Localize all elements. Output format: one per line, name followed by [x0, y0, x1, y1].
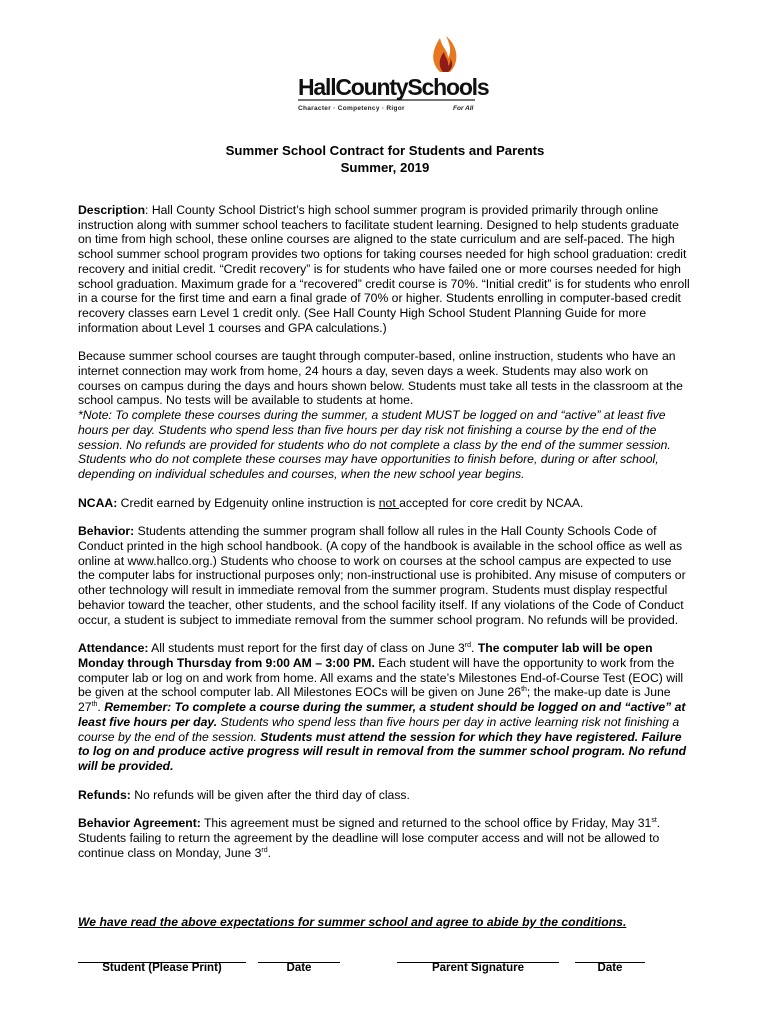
agreement-statement: We have read the above expectations for summer school and agree to abide by the conditions.	[78, 915, 627, 929]
agreement-paragraph	[78, 816, 690, 860]
attendance-text-4: ; the make-up date is June 27	[78, 685, 671, 715]
description-paragraph	[78, 203, 690, 335]
school-logo	[290, 14, 489, 112]
attendance-warning: Students must attend the session for which they have registered. Failure to log on and produce active progress will result in removal from the summer school program. No refund will be provided.	[78, 729, 687, 773]
ncaa-label: NCAA:	[78, 495, 118, 510]
student-signature-label: Student (Please Print)	[102, 962, 222, 974]
logo-tagline: Character · Competency · Rigor	[298, 105, 405, 112]
description-label: Description	[78, 203, 146, 217]
attendance-sup-3: th	[91, 701, 98, 709]
parent-date-label: Date	[597, 962, 623, 974]
refunds-label: Refunds:	[78, 787, 131, 802]
ncaa-text-before: Credit earned by Edgenuity online instruction is	[117, 495, 379, 510]
online-note: *Note: To complete these courses during the summer, a student MUST be logged on and “active” at least five hours per day. Students who spend less than five hours per day risk not finishing a course by the end of the session. No refunds are provided for students who do not complete a class by the end of the summer session. Students who do not complete these courses may have opportunities to finish before, during or after school, depending on individual schedules and courses, when the new school year begins.	[78, 408, 671, 481]
agreement-label: Behavior Agreement:	[78, 816, 201, 831]
attendance-paragraph	[78, 641, 690, 773]
logo-wordmark: HallCountySchools	[298, 74, 489, 100]
contract-body	[78, 203, 690, 874]
refunds-text: No refunds will be given after the third day of class.	[130, 787, 410, 802]
behavior-text: Students attending the summer program shall follow all rules in the Hall County Schools Code of Conduct printed in the high school handbook. (A copy of the handbook is available in the school office as well as online at www.hallco.org.) Students who choose to work on courses at the school campus are expected to use the computer labs for instructional purposes only; non-instructional use is prohibited. Any misuse of computers or other technology will result in immediate removal from the summer program. Students must display respectful behavior toward the teacher, other students, and the school facility itself. If any violations of the Code of Conduct occur, a student is subject to immediate removal from the summer school program. No refunds will be provided.	[78, 524, 686, 627]
document-title: Summer School Contract for Students and Parents	[225, 143, 545, 158]
agreement-text-2: . Students failing to return the agreement by the deadline will lose computer access and will not be allowed to continue class on Monday, June 3	[78, 816, 661, 860]
attendance-remember: Remember: To complete a course during the summer, a student should be logged on and “active” at least five hours per day.	[78, 700, 686, 729]
agreement-sup-1: st	[651, 817, 657, 825]
document-subtitle: Summer, 2019	[340, 160, 430, 175]
refunds-paragraph	[78, 788, 690, 803]
logo-tagline-right: For All	[453, 105, 474, 112]
description-text: : Hall County School District’s high school summer program is provided primarily through online instruction along with summer school teachers to facilitate student learning. Designed to help students graduate on time from high school, these online courses are aligned to the state curriculum and are self-paced. The high school summer school program provides two options for taking courses needed for high school graduation: credit recovery and initial credit. “Credit recovery” is for students who have failed one or more courses needed for high school graduation. Maximum grade for a “recovered” credit course is 70%. “Initial credit” is for students who enroll in a course for the first time and earn a final grade of 70% or higher. Students enrolling in computer-based credit recovery classes earn Level 1 credit only. (See Hall County High School Student Planning Guide for more information about Level 1 courses and GPA calculations.)	[78, 203, 690, 335]
parent-signature-label: Parent Signature	[431, 962, 525, 974]
attendance-text-3: Each student will have the opportunity to work from the computer lab or log on and work from home. All exams and the state’s Milestones End-of-Course Test (EOC) will be given at the school computer lab. All Milestones EOCs will be given on June 26	[78, 655, 684, 700]
attendance-text-5: .	[97, 700, 105, 715]
attendance-lab-hours: The computer lab will be open Monday through Thursday from 9:00 AM – 3:00 PM.	[78, 641, 653, 670]
attendance-sup-1: rd	[464, 642, 472, 650]
ncaa-underlined: not	[378, 495, 400, 510]
attendance-label: Attendance:	[78, 641, 149, 656]
attendance-sup-2: th	[521, 686, 527, 694]
online-text: Because summer school courses are taught through computer-based, online instruction, students who have an internet connection may work from home, 24 hours a day, seven days a week. Students may also work on courses on campus during the days and hours shown below. Students must take all tests in the classroom at the school campus. No tests will be available to students at home.	[78, 349, 683, 408]
student-date-label: Date	[286, 962, 312, 974]
behavior-paragraph	[78, 524, 690, 627]
behavior-label: Behavior:	[78, 524, 135, 539]
attendance-text-2: .	[471, 641, 478, 656]
agreement-text-3: .	[267, 845, 272, 860]
agreement-text-1: This agreement must be signed and returned to the school office by Friday, May 31	[200, 816, 652, 831]
attendance-risk: Students who spend less than five hours per day in active learning risk not finishing a course by the end of the session.	[78, 714, 680, 744]
attendance-text-1: All students must report for the first day of class on June 3	[148, 641, 465, 656]
ncaa-paragraph	[78, 496, 690, 511]
online-paragraph	[78, 349, 690, 481]
ncaa-text-after: accepted for core credit by NCAA.	[399, 495, 584, 510]
agreement-sup-2: rd	[261, 846, 268, 854]
